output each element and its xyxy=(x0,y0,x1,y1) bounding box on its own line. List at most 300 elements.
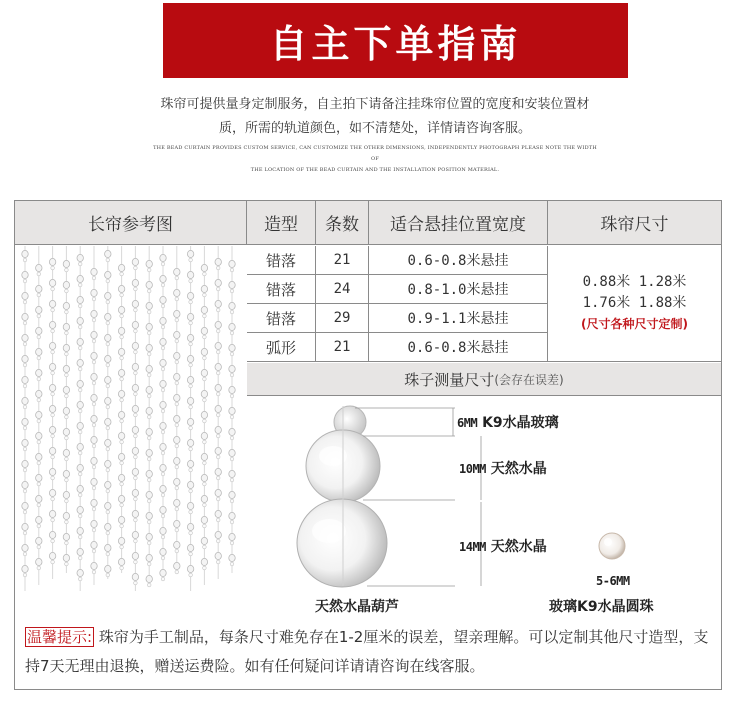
curtain-bead xyxy=(22,565,28,572)
curtain-bead xyxy=(65,415,69,419)
intro-line-1: 珠帘可提供量身定制服务，自主拍下请备注挂珠帘位置的宽度和安装位置材 xyxy=(160,97,590,112)
curtain-bead xyxy=(77,443,83,450)
curtain-bead xyxy=(134,434,138,438)
curtain-bead xyxy=(146,260,152,267)
curtain-bead xyxy=(91,268,97,275)
curtain-bead xyxy=(201,495,207,502)
curtain-bead xyxy=(215,363,221,370)
curtain-bead xyxy=(118,327,124,334)
curtain-bead xyxy=(23,279,27,283)
curtain-bead xyxy=(175,528,179,532)
curtain-bead xyxy=(78,556,82,560)
curtain-bead xyxy=(77,254,83,261)
curtain-bead xyxy=(229,302,235,309)
row-4-width: 0.6-0.8米悬挂 xyxy=(369,333,548,362)
curtain-bead xyxy=(230,289,234,293)
curtain-bead xyxy=(36,453,42,460)
curtain-bead xyxy=(106,363,110,367)
curtain-bead xyxy=(23,321,27,325)
curtain-bead xyxy=(189,510,193,514)
curtain-bead xyxy=(132,384,138,391)
curtain-bead xyxy=(160,254,166,261)
curtain-bead xyxy=(63,449,69,456)
curtain-bead xyxy=(203,356,207,360)
curtain-bead xyxy=(132,342,138,349)
curtain-bead xyxy=(22,292,28,299)
curtain-bead xyxy=(203,335,207,339)
curtain-bead xyxy=(216,329,220,333)
curtain-bead xyxy=(36,411,42,418)
curtain-bead xyxy=(22,355,28,362)
curtain-bead xyxy=(22,397,28,404)
curtain-bead xyxy=(189,342,193,346)
curtain-bead xyxy=(160,548,166,555)
curtain-bead xyxy=(91,457,97,464)
curtain-bead xyxy=(77,317,83,324)
curtain-bead xyxy=(37,272,41,276)
curtain-bead xyxy=(146,512,152,519)
curtain-bead xyxy=(92,549,96,553)
curtain-bead xyxy=(147,331,151,335)
curtain-bead xyxy=(105,544,111,551)
curtain-bead xyxy=(77,506,83,513)
curtain-bead xyxy=(203,524,207,528)
curtain-bead xyxy=(91,373,97,380)
curtain-bead xyxy=(51,497,55,501)
curtain-bead xyxy=(36,516,42,523)
header-reference-image xyxy=(15,201,247,245)
curtain-bead xyxy=(118,537,124,544)
bead-measure-title xyxy=(247,363,721,396)
curtain-bead xyxy=(120,524,124,528)
curtain-bead xyxy=(160,485,166,492)
curtain-bead xyxy=(147,583,151,587)
row-1-width: 0.6-0.8米悬挂 xyxy=(369,246,548,275)
curtain-bead xyxy=(63,512,69,519)
curtain-bead xyxy=(215,489,221,496)
curtain-bead xyxy=(120,566,124,570)
curtain-bead xyxy=(65,436,69,440)
curtain-bead xyxy=(78,346,82,350)
round-bead-caption: 玻璃K9水晶圆珠 xyxy=(549,599,654,615)
curtain-bead xyxy=(174,478,180,485)
curtain-bead xyxy=(65,268,69,272)
curtain-bead xyxy=(175,339,179,343)
curtain-bead xyxy=(161,493,165,497)
curtain-bead xyxy=(229,470,235,477)
curtain-bead xyxy=(201,537,207,544)
curtain-bead xyxy=(63,533,69,540)
curtain-bead xyxy=(120,272,124,276)
curtain-bead xyxy=(22,544,28,551)
curtain-bead xyxy=(37,566,41,570)
curtain-bead xyxy=(132,531,138,538)
curtain-bead xyxy=(78,535,82,539)
warm-tip xyxy=(25,623,715,681)
curtain-bead xyxy=(49,342,55,349)
curtain-bead xyxy=(161,577,165,581)
curtain-bead xyxy=(229,344,235,351)
curtain-bead xyxy=(22,376,28,383)
curtain-bead xyxy=(132,552,138,559)
intro-en-line-2: THE LOCATION OF THE BEAD CURTAIN AND THE INSTALLATION POSITION MATERIAL. xyxy=(250,167,500,173)
curtain-bead xyxy=(92,318,96,322)
curtain-bead xyxy=(134,350,138,354)
curtain-bead xyxy=(146,533,152,540)
curtain-bead xyxy=(132,363,138,370)
sizes-line-2: 1.76米 1.88米 xyxy=(582,295,687,311)
curtain-bead xyxy=(36,432,42,439)
curtain-bead xyxy=(77,380,83,387)
curtain-bead xyxy=(37,377,41,381)
curtain-bead xyxy=(118,558,124,565)
curtain-bead xyxy=(78,409,82,413)
curtain-bead xyxy=(63,407,69,414)
curtain-bead xyxy=(203,503,207,507)
curtain-bead xyxy=(174,562,180,569)
curtain-reference-image xyxy=(15,246,247,619)
curtain-bead xyxy=(134,413,138,417)
curtain-bead xyxy=(65,394,69,398)
curtain-bead xyxy=(65,352,69,356)
curtain-bead xyxy=(37,545,41,549)
curtain-bead xyxy=(216,371,220,375)
curtain-bead xyxy=(201,390,207,397)
curtain-bead xyxy=(160,317,166,324)
curtain-bead xyxy=(146,302,152,309)
curtain-bead xyxy=(23,531,27,535)
curtain-bead xyxy=(132,489,138,496)
curtain-bead xyxy=(175,444,179,448)
curtain-bead xyxy=(23,363,27,367)
curtain-bead xyxy=(49,363,55,370)
curtain-bead xyxy=(175,360,179,364)
curtain-bead xyxy=(187,502,193,509)
curtain-bead xyxy=(36,306,42,313)
curtain-bead xyxy=(78,388,82,392)
curtain-bead xyxy=(161,304,165,308)
curtain-bead xyxy=(189,489,193,493)
curtain-bead xyxy=(147,394,151,398)
curtain-bead xyxy=(174,352,180,359)
row-1-count: 21 xyxy=(316,246,369,275)
curtain-bead xyxy=(161,367,165,371)
curtain-bead xyxy=(51,455,55,459)
curtain-bead xyxy=(215,279,221,286)
curtain-bead xyxy=(22,439,28,446)
curtain-bead xyxy=(49,426,55,433)
curtain-bead xyxy=(36,264,42,271)
title-banner xyxy=(163,3,628,78)
curtain-bead xyxy=(203,377,207,381)
curtain-bead xyxy=(118,390,124,397)
curtain-bead xyxy=(174,436,180,443)
curtain-bead xyxy=(201,432,207,439)
curtain-bead xyxy=(63,302,69,309)
curtain-bead xyxy=(22,460,28,467)
curtain-bead xyxy=(105,481,111,488)
curtain-bead xyxy=(105,418,111,425)
curtain-bead xyxy=(174,541,180,548)
curtain-bead xyxy=(229,260,235,267)
curtain-bead xyxy=(105,397,111,404)
curtain-bead xyxy=(105,271,111,278)
curtain-bead xyxy=(146,554,152,561)
curtain-bead xyxy=(49,384,55,391)
curtain-bead xyxy=(134,476,138,480)
curtain-bead xyxy=(201,306,207,313)
curtain-bead xyxy=(174,457,180,464)
curtain-bead xyxy=(23,258,27,262)
curtain-bead xyxy=(174,499,180,506)
curtain-bead xyxy=(106,279,110,283)
curtain-bead xyxy=(160,464,166,471)
curtain-bead xyxy=(216,476,220,480)
curtain-bead xyxy=(201,369,207,376)
curtain-bead xyxy=(120,419,124,423)
curtain-bead xyxy=(92,465,96,469)
curtain-bead xyxy=(187,397,193,404)
curtain-bead xyxy=(175,507,179,511)
curtain-bead xyxy=(105,565,111,572)
curtain-bead xyxy=(78,283,82,287)
header-label: 适合悬挂位置宽度 xyxy=(390,215,526,235)
curtain-bead xyxy=(189,552,193,556)
curtain-bead xyxy=(175,570,179,574)
curtain-bead xyxy=(160,569,166,576)
row-3-shape: 错落 xyxy=(247,304,316,333)
curtain-bead xyxy=(160,506,166,513)
curtain-bead xyxy=(187,313,193,320)
bead-measure-title-sub: (会存在误差) xyxy=(494,372,564,387)
curtain-bead xyxy=(134,266,138,270)
curtain-bead xyxy=(37,440,41,444)
curtain-bead xyxy=(65,499,69,503)
curtain-bead xyxy=(106,258,110,262)
curtain-bead xyxy=(92,486,96,490)
curtain-bead xyxy=(132,510,138,517)
curtain-bead xyxy=(174,415,180,422)
curtain-bead xyxy=(118,474,124,481)
curtain-bead xyxy=(229,512,235,519)
curtain-bead xyxy=(120,503,124,507)
curtain-bead xyxy=(37,524,41,528)
curtain-bead xyxy=(229,386,235,393)
curtain-bead xyxy=(36,327,42,334)
curtain-bead xyxy=(22,250,28,257)
bead-size: 14MM xyxy=(459,540,486,554)
curtain-bead xyxy=(147,520,151,524)
curtain-bead xyxy=(63,491,69,498)
curtain-bead xyxy=(22,271,28,278)
curtain-bead xyxy=(229,428,235,435)
bead-material: 天然水晶 xyxy=(490,461,547,477)
curtain-bead xyxy=(63,365,69,372)
curtain-bead xyxy=(174,394,180,401)
curtain-bead xyxy=(105,439,111,446)
curtain-bead xyxy=(77,359,83,366)
curtain-bead xyxy=(229,407,235,414)
curtain-bead xyxy=(175,465,179,469)
curtain-bead xyxy=(203,440,207,444)
curtain-bead xyxy=(201,453,207,460)
curtain-bead xyxy=(105,523,111,530)
curtain-bead xyxy=(92,570,96,574)
curtain-bead xyxy=(23,384,27,388)
curtain-bead xyxy=(51,539,55,543)
curtain-bead xyxy=(22,502,28,509)
curtain-bead xyxy=(146,323,152,330)
curtain-bead xyxy=(216,287,220,291)
curtain-bead xyxy=(216,518,220,522)
curtain-bead xyxy=(36,285,42,292)
curtain-bead xyxy=(230,310,234,314)
intro-text xyxy=(140,93,610,141)
curtain-bead xyxy=(215,552,221,559)
curtain-bead xyxy=(49,468,55,475)
header-width xyxy=(369,201,548,245)
curtain-bead xyxy=(216,560,220,564)
curtain-bead xyxy=(187,355,193,362)
bead-curtain-illustration xyxy=(15,246,247,619)
curtain-bead xyxy=(92,507,96,511)
curtain-bead xyxy=(189,363,193,367)
curtain-bead xyxy=(22,418,28,425)
curtain-bead xyxy=(216,308,220,312)
curtain-bead xyxy=(91,394,97,401)
curtain-bead xyxy=(132,468,138,475)
curtain-bead xyxy=(146,281,152,288)
curtain-bead xyxy=(230,394,234,398)
curtain-bead xyxy=(230,373,234,377)
curtain-bead xyxy=(216,392,220,396)
curtain-bead xyxy=(51,476,55,480)
curtain-bead xyxy=(92,402,96,406)
bead-size: 6MM xyxy=(457,416,478,430)
curtain-bead xyxy=(187,439,193,446)
curtain-bead xyxy=(215,531,221,538)
curtain-bead xyxy=(215,447,221,454)
curtain-bead xyxy=(23,342,27,346)
curtain-bead xyxy=(91,289,97,296)
curtain-bead xyxy=(23,426,27,430)
curtain-bead xyxy=(63,344,69,351)
curtain-bead xyxy=(134,371,138,375)
curtain-bead xyxy=(49,447,55,454)
header-label: 造型 xyxy=(264,215,298,235)
curtain-bead xyxy=(78,514,82,518)
curtain-bead xyxy=(187,250,193,257)
curtain-bead xyxy=(229,491,235,498)
curtain-bead xyxy=(77,401,83,408)
curtain-bead xyxy=(120,482,124,486)
curtain-bead xyxy=(216,413,220,417)
row-3-width: 0.9-1.1米悬挂 xyxy=(369,304,548,333)
curtain-bead xyxy=(92,360,96,364)
curtain-bead xyxy=(37,398,41,402)
curtain-bead xyxy=(146,344,152,351)
curtain-bead xyxy=(37,293,41,297)
curtain-bead xyxy=(230,457,234,461)
curtain-bead xyxy=(189,426,193,430)
curtain-bead xyxy=(51,392,55,396)
curtain-bead xyxy=(161,325,165,329)
curtain-bead xyxy=(134,392,138,396)
curtain-bead xyxy=(147,436,151,440)
curtain-bead xyxy=(175,549,179,553)
curtain-bead xyxy=(91,331,97,338)
header-label: 条数 xyxy=(325,215,359,235)
curtain-bead xyxy=(22,523,28,530)
curtain-bead xyxy=(91,541,97,548)
curtain-bead xyxy=(77,275,83,282)
bead-measure-area xyxy=(247,396,721,622)
curtain-bead xyxy=(229,281,235,288)
curtain-bead xyxy=(77,464,83,471)
curtain-bead xyxy=(49,300,55,307)
curtain-bead xyxy=(216,266,220,270)
curtain-bead xyxy=(189,573,193,577)
curtain-bead xyxy=(120,356,124,360)
curtain-bead xyxy=(51,350,55,354)
curtain-bead xyxy=(175,486,179,490)
curtain-bead xyxy=(63,281,69,288)
curtain-bead xyxy=(147,415,151,419)
curtain-bead xyxy=(77,422,83,429)
curtain-bead xyxy=(187,460,193,467)
curtain-bead xyxy=(77,548,83,555)
curtain-bead xyxy=(215,384,221,391)
curtain-bead xyxy=(160,443,166,450)
curtain-bead xyxy=(106,384,110,388)
curtain-bead xyxy=(105,313,111,320)
curtain-bead xyxy=(36,348,42,355)
curtain-bead xyxy=(161,388,165,392)
curtain-bead xyxy=(23,573,27,577)
header-shape xyxy=(247,201,316,245)
curtain-bead xyxy=(146,365,152,372)
row-2-count: 24 xyxy=(316,275,369,304)
curtain-bead xyxy=(229,323,235,330)
curtain-bead xyxy=(189,279,193,283)
curtain-bead xyxy=(229,554,235,561)
curtain-bead xyxy=(118,348,124,355)
row-2-width: 0.8-1.0米悬挂 xyxy=(369,275,548,304)
curtain-bead xyxy=(78,472,82,476)
curtain-bead xyxy=(187,544,193,551)
curtain-bead xyxy=(106,426,110,430)
curtain-bead xyxy=(174,373,180,380)
curtain-bead xyxy=(134,287,138,291)
curtain-bead xyxy=(120,461,124,465)
curtain-bead xyxy=(132,321,138,328)
curtain-bead xyxy=(120,293,124,297)
curtain-bead xyxy=(77,527,83,534)
curtain-bead xyxy=(118,285,124,292)
curtain-bead xyxy=(23,405,27,409)
k9-round-bead-icon xyxy=(599,533,625,559)
curtain-bead xyxy=(23,489,27,493)
curtain-bead xyxy=(134,539,138,543)
curtain-bead xyxy=(120,440,124,444)
curtain-bead xyxy=(118,306,124,313)
curtain-bead xyxy=(106,510,110,514)
curtain-bead xyxy=(63,470,69,477)
round-bead-size xyxy=(596,574,630,588)
curtain-bead xyxy=(37,503,41,507)
row-1-shape: 错落 xyxy=(247,246,316,275)
curtain-bead xyxy=(91,478,97,485)
